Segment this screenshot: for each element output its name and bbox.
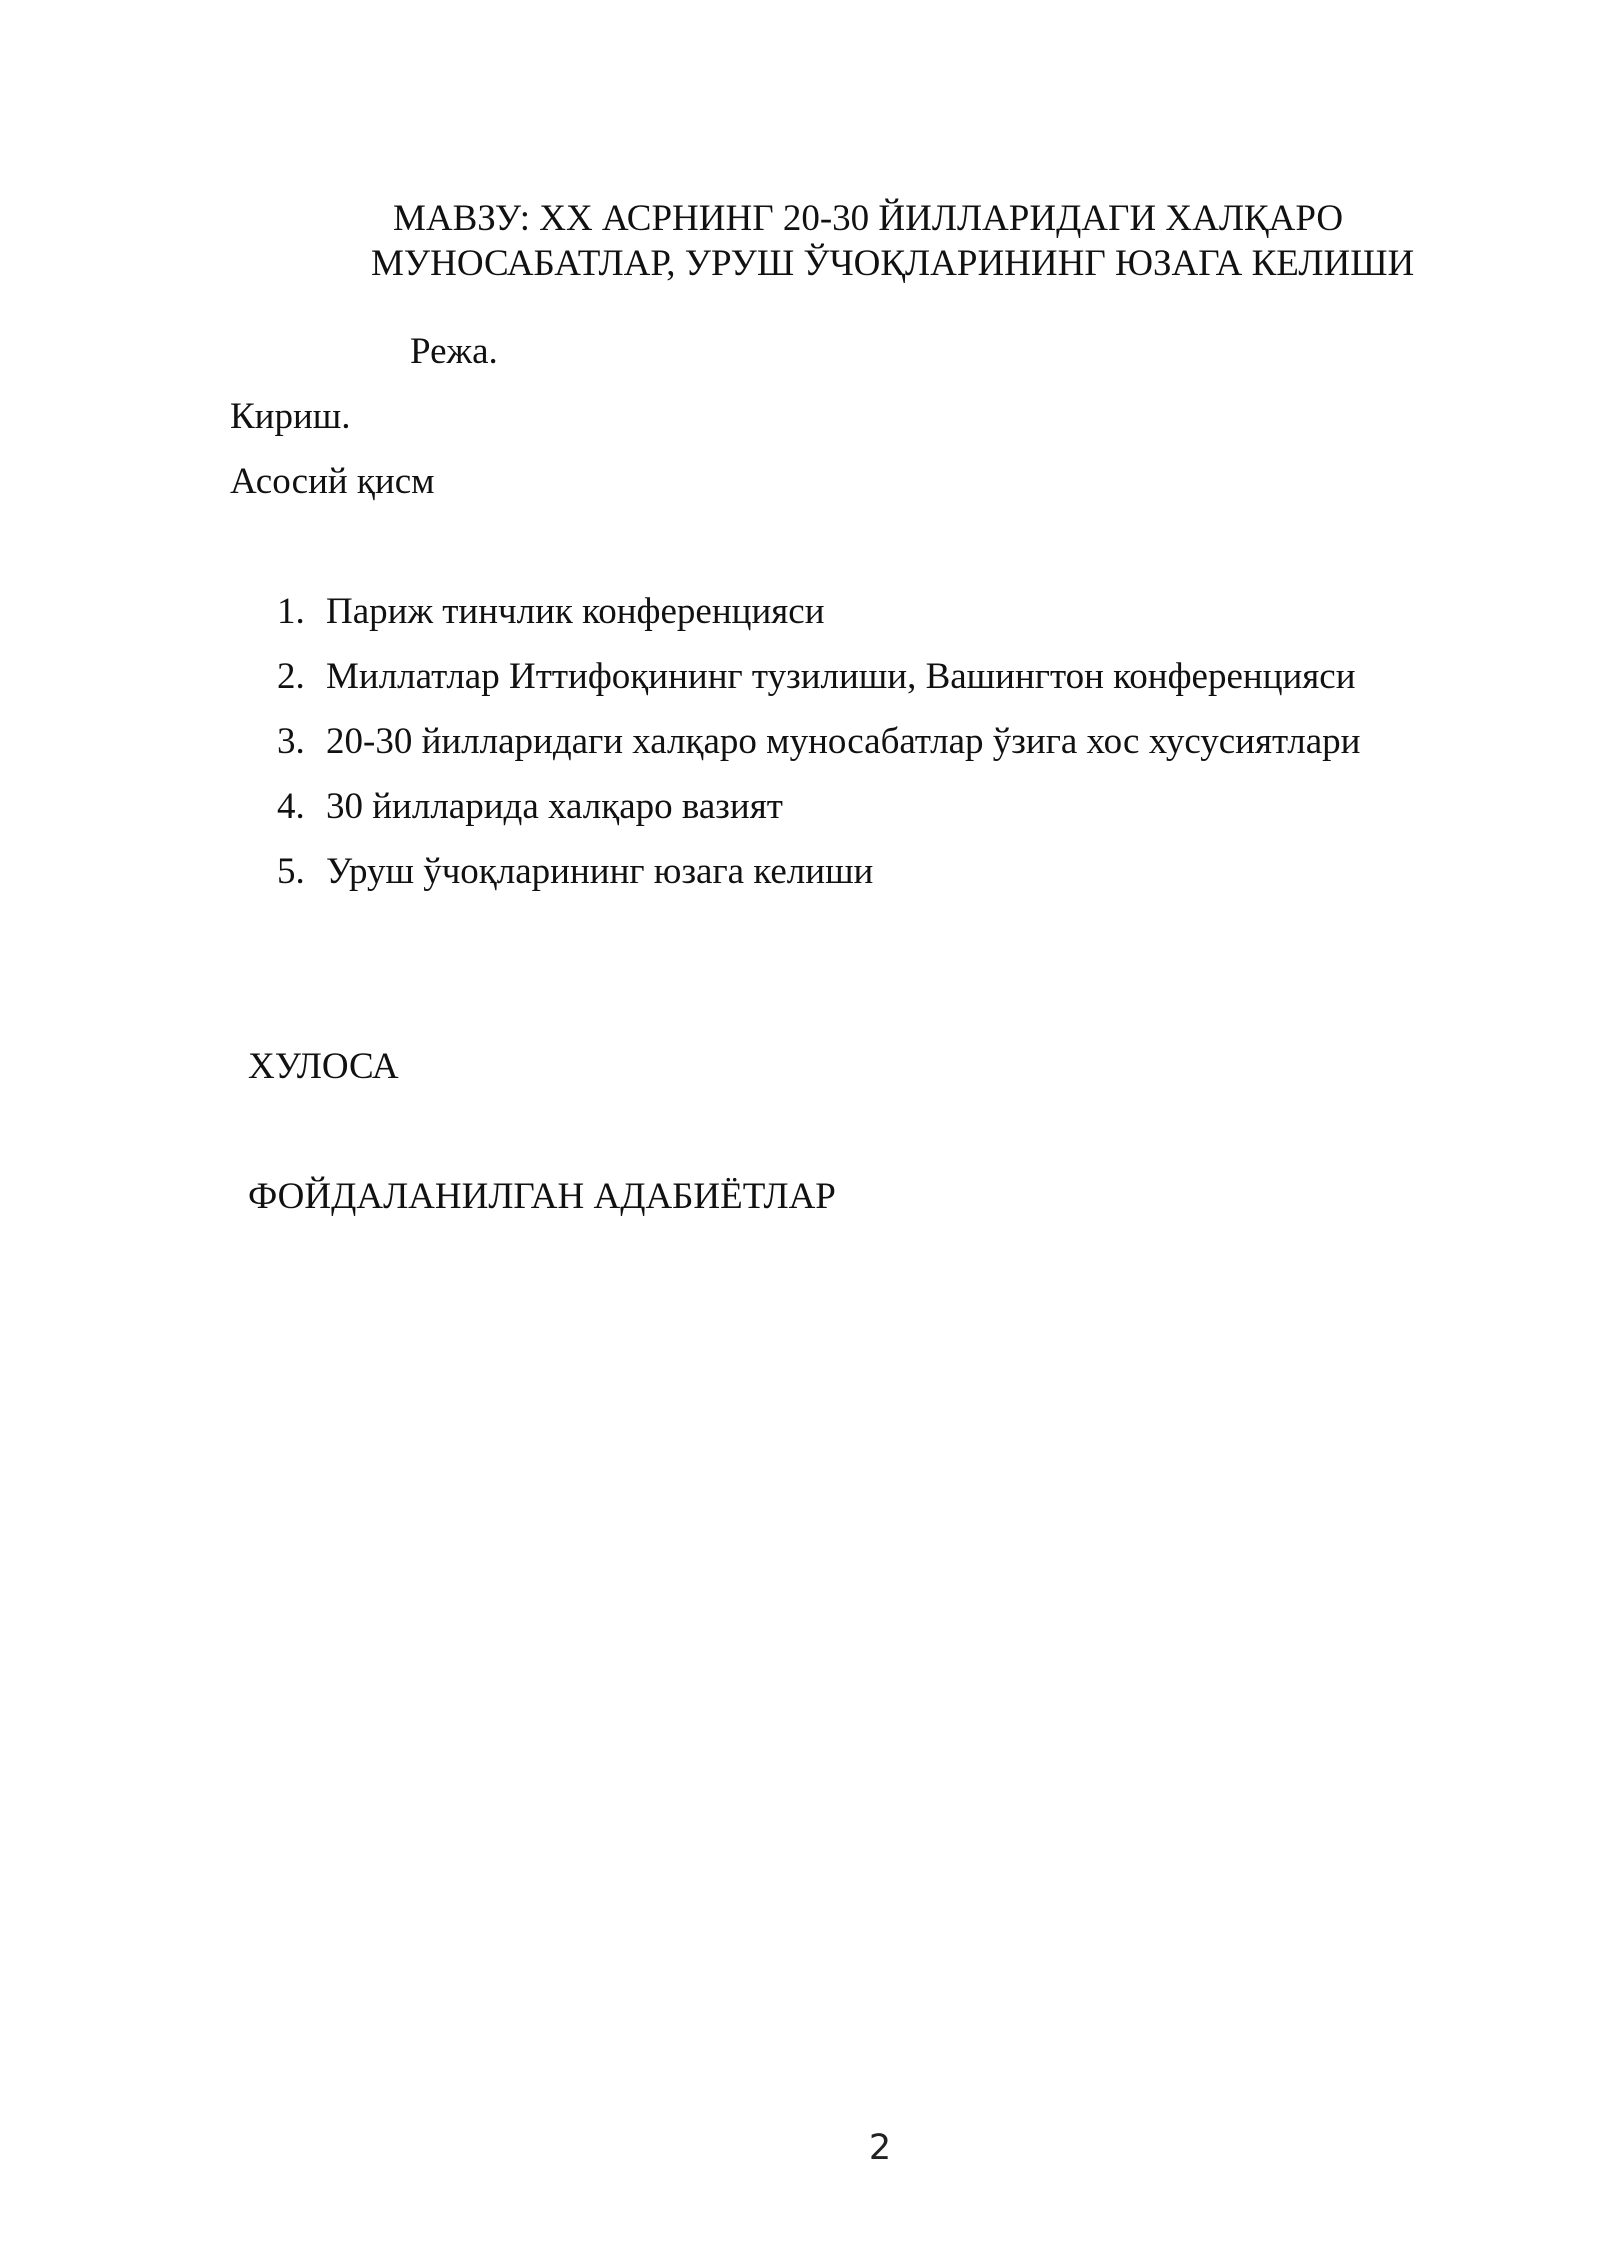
- list-item-number: 3.: [277, 721, 305, 762]
- page-number: 2: [868, 2128, 892, 2168]
- list-item-text: Париж тинчлик конференцияси: [326, 591, 825, 632]
- list-item-number: 2.: [277, 656, 305, 697]
- plan-heading: Режа.: [410, 331, 498, 372]
- list-item-text: 20-30 йилларидаги халқаро муносабатлар ўзига хос хусусиятлари: [326, 721, 1361, 762]
- conclusion-heading: ХУЛОСА: [248, 1046, 399, 1087]
- list-item-text: Уруш ўчоқларининг юзага келиши: [326, 851, 874, 892]
- title-line-1: МАВЗУ: XX АСРНИНГ 20-30 ЙИЛЛАРИДАГИ ХАЛҚАРО: [393, 198, 1344, 239]
- main-part-heading: Асосий қисм: [230, 461, 435, 502]
- references-heading: ФОЙДАЛАНИЛГАН АДАБИЁТЛАР: [248, 1176, 836, 1217]
- list-item-text: Миллатлар Иттифоқининг тузилиши, Вашингтон конференцияси: [326, 656, 1356, 697]
- list-item-number: 4.: [277, 786, 305, 827]
- intro-heading: Кириш.: [230, 396, 351, 437]
- list-item-number: 1.: [277, 591, 305, 632]
- list-item-number: 5.: [277, 851, 305, 892]
- title-line-2: МУНОСАБАТЛАР, УРУШ ЎЧОҚЛАРИНИНГ ЮЗАГА КЕЛИШИ: [371, 243, 1415, 284]
- list-item-text: 30 йилларида халқаро вазият: [326, 786, 783, 827]
